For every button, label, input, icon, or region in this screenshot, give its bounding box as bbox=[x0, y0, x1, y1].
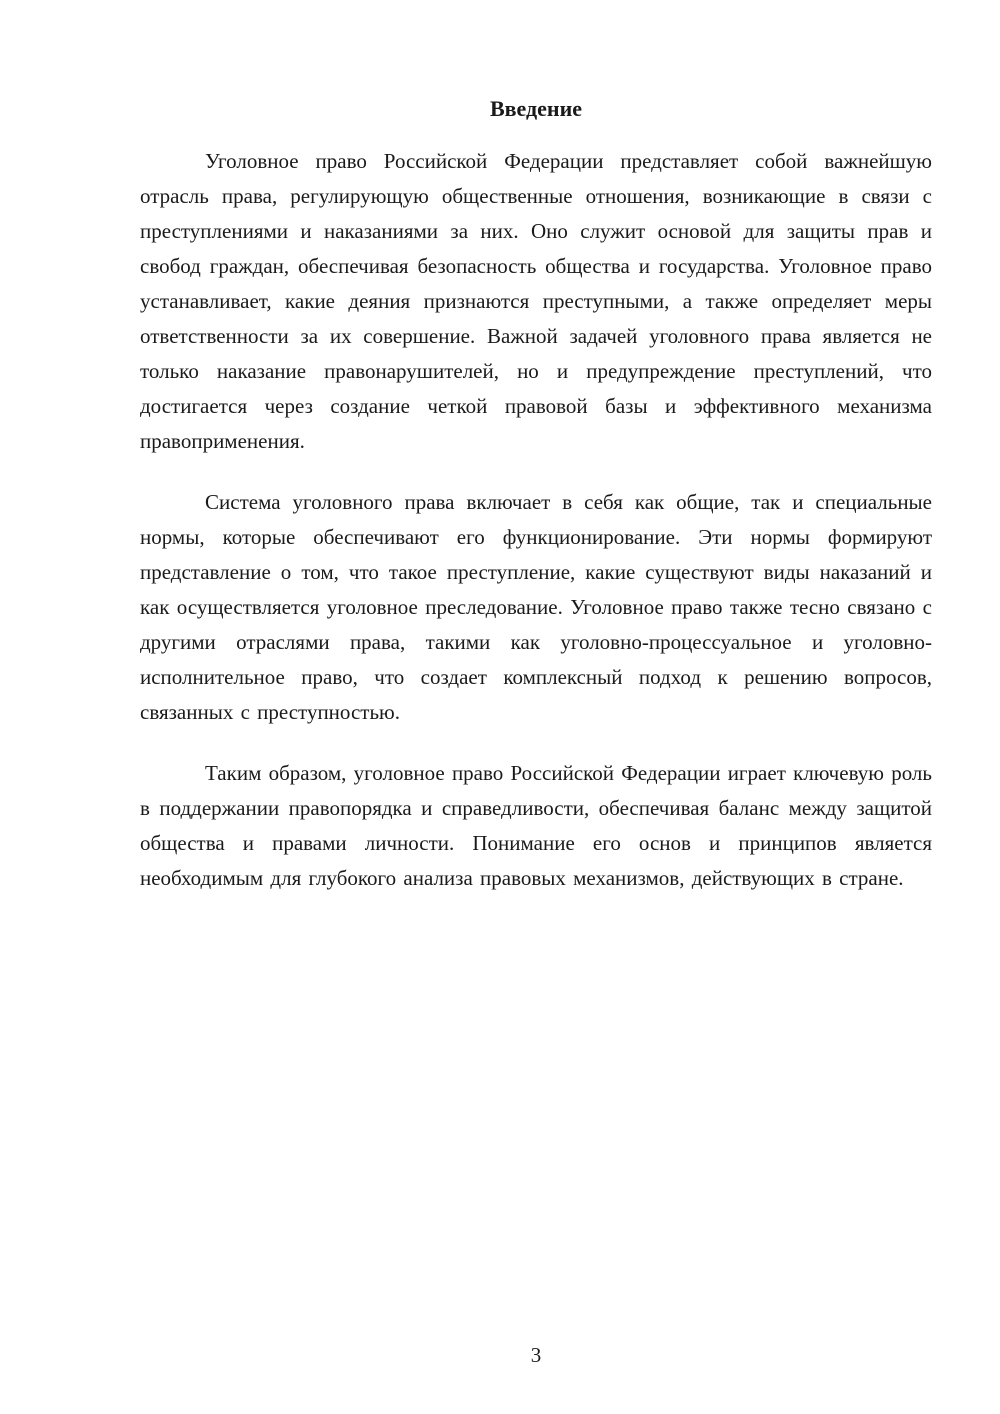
page-number: 3 bbox=[530, 1343, 542, 1367]
paragraph: Уголовное право Российской Федерации представляет собой важнейшую отрасль права, регулирующую общественные отношения, возникающие в связи с преступлениями и наказаниями за них. Оно служит основой для защиты прав и свобод граждан, обеспечивая безопасность общества и государства. Уголовное право устанавливает, какие деяния признаются преступными, а также определяет меры ответственности за их совершение. Важной задачей уголовного права является не только наказание правонарушителей, но и предупреждение преступлений, что достигается через создание четкой правовой базы и эффективного механизма правоприменения. bbox=[140, 149, 932, 453]
section-title: Введение bbox=[489, 96, 583, 121]
paragraph: Таким образом, уголовное право Российской Федерации играет ключевую роль в поддержании правопорядка и справедливости, обеспечивая баланс между защитой общества и правами личности. Понимание его основ и принципов является необходимым для глубокого анализа правовых механизмов, действующих в стране. bbox=[140, 761, 932, 890]
paragraph: Система уголовного права включает в себя как общие, так и специальные нормы, которые обеспечивают его функционирование. Эти нормы формируют представление о том, что такое преступление, какие существуют виды наказаний и как осуществляется уголовное преследование. Уголовное право также тесно связано с другими отраслями права, такими как уголовно-процессуальное и уголовно-исполнительное право, что создает комплексный подход к решению вопросов, связанных с преступностью. bbox=[140, 490, 932, 724]
